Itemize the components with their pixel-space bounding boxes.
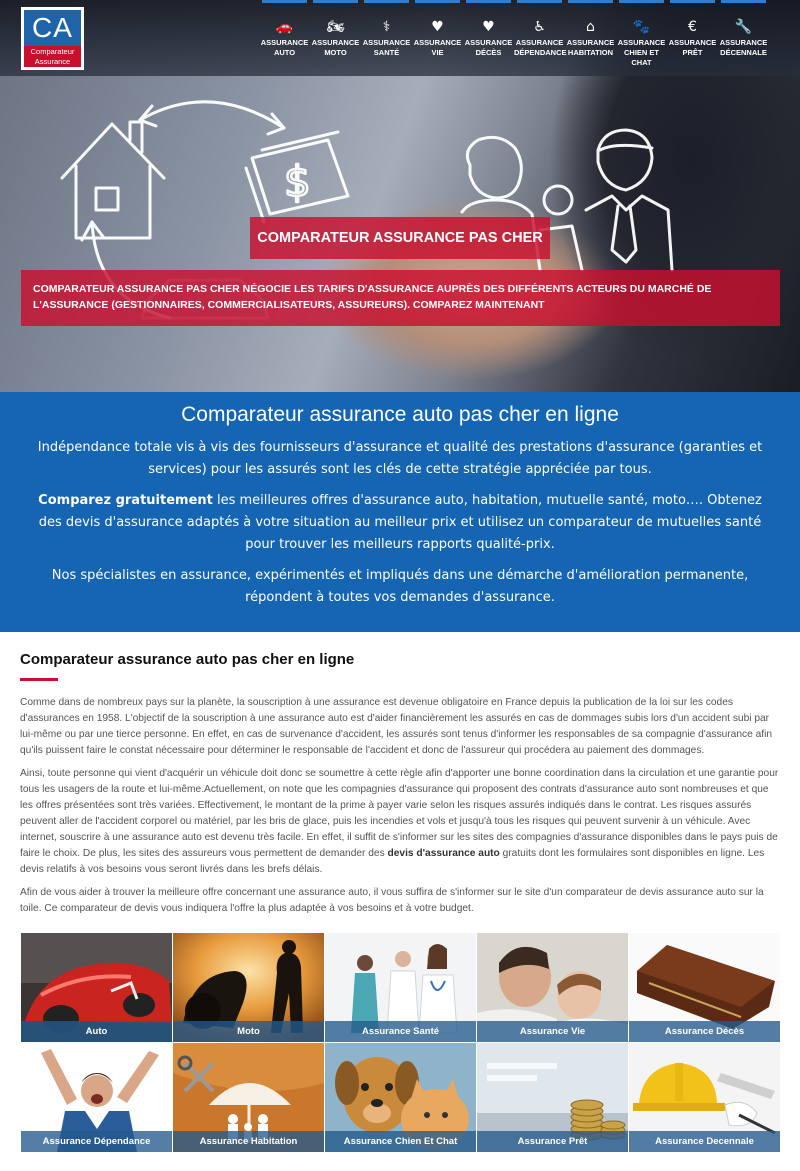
nav-item-sante[interactable] <box>361 0 412 76</box>
hero-description: COMPARATEUR ASSURANCE PAS CHER NÉGOCIE LES TARIFS D'ASSURANCE AUPRÈS DES DIFFÉRENTS ACTEURS DU MARCHÉ DE L'ASSURANCE (GESTIONNAIRES, COMMERCIALISATEURS, ASSUREURS). COMPAREZ MAINTENANT <box>21 270 780 326</box>
tile-vie[interactable] <box>477 933 628 1042</box>
intro-title: Comparateur assurance auto pas cher en ligne <box>181 403 619 426</box>
nav-label <box>616 38 667 68</box>
nav-label-line-1: ASSURANCE <box>362 38 411 47</box>
nav-label-line-2: AUTO <box>273 48 296 57</box>
nav-accent-bar <box>466 0 511 3</box>
heartbeat-icon: ♥ <box>482 19 495 35</box>
nav-accent-bar <box>415 0 460 3</box>
tile-label: Assurance Décès <box>629 1021 780 1042</box>
nav-label <box>463 38 514 58</box>
tile-decennale[interactable] <box>629 1043 780 1152</box>
logo-subtitle <box>24 46 81 67</box>
nav-accent-bar <box>313 0 358 3</box>
intro-paragraph-3: Nos spécialistes en assurance, expérimentés et impliqués dans une démarche d'amélioration permanente, répondent à toutes vos demandes d'assurance. <box>51 568 749 605</box>
hero-banner <box>0 0 800 392</box>
tile-dependance[interactable] <box>21 1043 172 1152</box>
nav-label <box>718 38 769 58</box>
nav-label-line-2: PRÊT <box>682 48 703 57</box>
nav-item-decennale[interactable] <box>718 0 769 76</box>
article-paragraph-2 <box>20 766 780 878</box>
car-icon: 🚗 <box>275 19 294 35</box>
nav-label-line-1: ASSURANCE <box>719 38 768 47</box>
tile-label: Assurance Prêt <box>477 1131 628 1152</box>
intro-paragraph-2 <box>28 490 772 556</box>
home-icon: ⌂ <box>586 19 595 35</box>
tile-habitation[interactable] <box>173 1043 324 1152</box>
article-section <box>20 632 780 917</box>
insurance-tiles-grid <box>21 933 780 1152</box>
tile-sante[interactable] <box>325 933 476 1042</box>
tile-auto[interactable] <box>21 933 172 1042</box>
nav-label-line-1: ASSURANCE <box>260 38 309 47</box>
nav-label <box>361 38 412 58</box>
intro-bold-text: Comparez gratuitement <box>38 493 213 508</box>
nav-label-line-2: CHIEN ET CHAT <box>623 48 659 67</box>
nav-item-pret[interactable] <box>667 0 718 76</box>
nav-label-line-1: ASSURANCE <box>668 38 717 47</box>
nav-label <box>412 38 463 58</box>
tile-label: Assurance Chien Et Chat <box>325 1131 476 1152</box>
tile-label: Assurance Dépendance <box>21 1131 172 1152</box>
article-bold-link: devis d'assurance auto <box>387 848 500 859</box>
nav-item-habitation[interactable] <box>565 0 616 76</box>
nav-accent-bar <box>568 0 613 3</box>
logo-letters: CA <box>32 12 73 43</box>
article-paragraph-1: Comme dans de nombreux pays sur la planète, la souscription à une assurance est devenue obligatoire en France depuis la publication de la loi sur les codes d'assurances en 1958. L'objectif de la souscription à une assurance auto est d'aider financièrement les assurés en cas de dommages subis lors d'un accident subi par lui-même ou par une tierce personne. En effet, en cas de survenance d'accident, les assurés sont tenus d'informer les responsables de sa compagnie d'assurance afin qu'ils puissent faire le constat nécessaire pour déterminer le responsable de l'accident et donc de l'assureur qui procédera au paiement des dommages. <box>20 697 773 756</box>
nav-label <box>565 38 616 58</box>
tile-label: Assurance Vie <box>477 1021 628 1042</box>
intro-band <box>0 392 800 632</box>
nav-label-line-2: SANTÉ <box>373 48 400 57</box>
nav-label-line-2: DÉCENNALE <box>720 48 767 57</box>
wheelchair-icon: ♿ <box>533 19 546 35</box>
intro-paragraph-2-text: les meilleures offres d'assurance auto, habitation, mutuelle santé, moto…. Obtenez des devis d'assurance adaptés à votre situation au meilleur prix et utilisez un comparateur de mutuelles santé pour trouver les meilleurs rapports qualité-prix. <box>38 493 762 552</box>
nav-label <box>514 38 565 58</box>
nav-label-line-2: DÉCÈS <box>475 48 502 57</box>
wrench-icon: 🔧 <box>734 19 753 35</box>
nav-label-line-1: ASSURANCE <box>617 38 666 47</box>
article-paragraph-2-text-a: Ainsi, toute personne qui vient d'acquérir un véhicule doit donc se soumettre à cette règle afin d'apporter une bonne coordination dans la circulation et une garantie pour tous les usagers de la route et lui-même.Actuellement, on note que les compagnies d'assurance qui proposent des contrats d'assurance auto sont nombreuses et que les offres présentées sont très variées. Effectivement, le montant de la prime à payer varie selon les risques assurés indiqués dans le contrat. Les risques assurés peuvent aller de l'accident corporel ou matériel, par les bris de glace, puis les incendies et vols et jusqu'à tous les risques qui peuvent survenir à un véhicule. Avec internet, souscrire à une assurance auto est devenu très facile. En effet, il suffit de s'informer sur les sites des compagnies d'assurance disponibles dans le pays puis de faire le choix. De plus, les sites des assureurs vous permettent de demander des <box>20 768 779 859</box>
nav-label-line-1: ASSURANCE <box>464 38 513 47</box>
nav-label-line-1: ASSURANCE <box>311 38 360 47</box>
article-paragraph-3: Afin de vous aider à trouver la meilleure offre concernant une assurance auto, il vous suffira de s'informer sur le site d'un comparateur de devis assurance auto sur la toile. Ce comparateur de devis vous indiquera l'offre la plus adaptée à vos besoins et à votre budget. <box>20 887 764 914</box>
tile-label: Moto <box>173 1021 324 1042</box>
nav-label-line-2: DÉPENDANCE <box>514 48 567 57</box>
nav-label-line-2: MOTO <box>324 48 347 57</box>
nav-accent-bar <box>721 0 766 3</box>
nav-accent-bar <box>619 0 664 3</box>
tile-deces[interactable] <box>629 933 780 1042</box>
intro-paragraph-1: Indépendance totale vis à vis des fournisseurs d'assurance et qualité des prestations d'assurance (garanties et services) pour les assurés sont les clés de cette stratégie appréciée par tous. <box>37 440 763 477</box>
tile-label: Assurance Santé <box>325 1021 476 1042</box>
nav-label <box>667 38 718 58</box>
nav-label-line-1: ASSURANCE <box>566 38 615 47</box>
tile-label: Auto <box>21 1021 172 1042</box>
nav-label-line-2: VIE <box>431 48 444 57</box>
article-title: Comparateur assurance auto pas cher en ligne <box>20 651 355 668</box>
title-underline <box>20 678 58 681</box>
nav-label-line-1: ASSURANCE <box>413 38 462 47</box>
tile-moto[interactable] <box>173 933 324 1042</box>
tile-chien-chat[interactable] <box>325 1043 476 1152</box>
nav-item-auto[interactable] <box>259 0 310 76</box>
site-logo[interactable] <box>21 7 84 70</box>
article-paragraph-2-text-b: gratuits dont les formulaires sont disponibles en ligne. Les devis relatifs à vos besoins vous seront livrés dans les brefs délais. <box>20 848 765 875</box>
main-nav <box>259 0 800 76</box>
nav-accent-bar <box>670 0 715 3</box>
tile-pret[interactable] <box>477 1043 628 1152</box>
logo-line-1: Comparateur <box>30 47 75 56</box>
nav-label <box>310 38 361 58</box>
stethoscope-icon: ⚕ <box>382 19 391 35</box>
nav-item-vie[interactable] <box>412 0 463 76</box>
nav-label-line-2: HABITATION <box>567 48 614 57</box>
nav-label-line-1: ASSURANCE <box>515 38 564 47</box>
logo-line-2: Assurance <box>34 56 71 66</box>
nav-item-deces[interactable] <box>463 0 514 76</box>
nav-accent-bar <box>364 0 409 3</box>
svg-text:$: $ <box>284 157 311 206</box>
heart-icon: ♥ <box>431 19 444 35</box>
paw-icon: 🐾 <box>632 19 651 35</box>
motorcycle-icon: 🏍 <box>326 19 345 35</box>
hero-title: COMPARATEUR ASSURANCE PAS CHER <box>250 217 550 259</box>
nav-item-chien-chat[interactable] <box>616 0 667 76</box>
tile-label: Assurance Habitation <box>173 1131 324 1152</box>
nav-item-dependance[interactable] <box>514 0 565 76</box>
top-navigation-bar <box>0 0 800 76</box>
nav-accent-bar <box>517 0 562 3</box>
nav-item-moto[interactable] <box>310 0 361 76</box>
nav-accent-bar <box>262 0 307 3</box>
tile-label: Assurance Decennale <box>629 1131 780 1152</box>
money-icon: € <box>688 19 697 35</box>
nav-label <box>259 38 310 58</box>
